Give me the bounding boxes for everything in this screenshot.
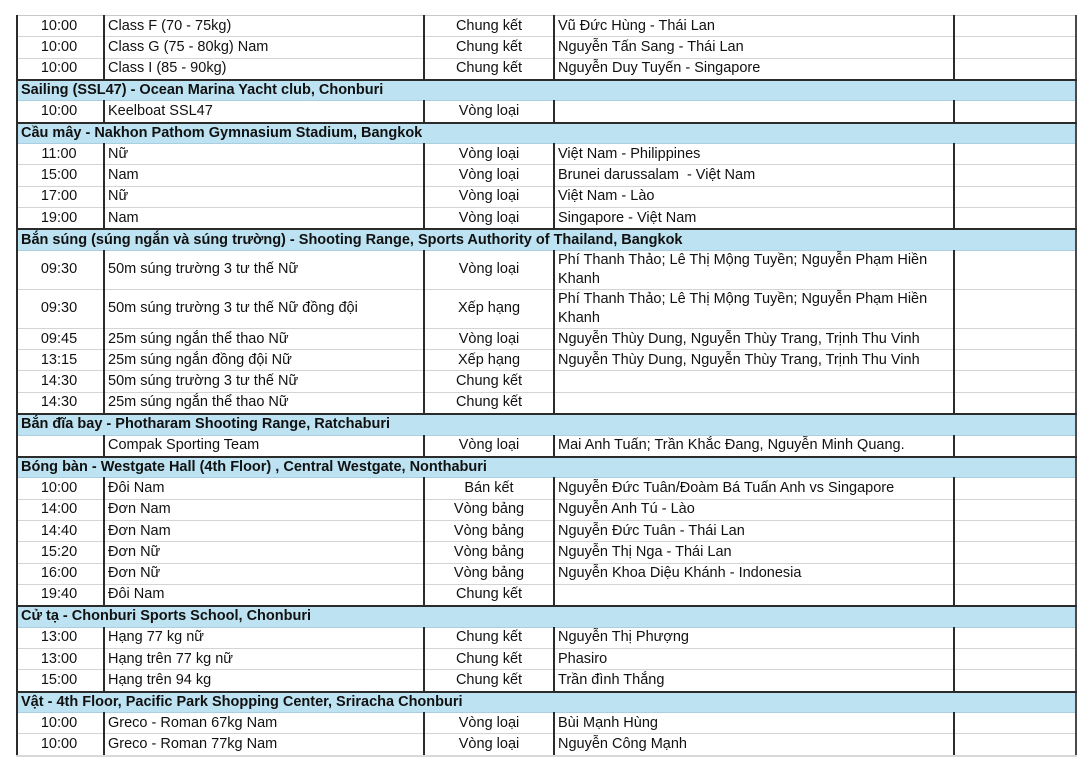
event-cell[interactable]: 50m súng trường 3 tư thế Nữ: [104, 371, 424, 392]
event-cell[interactable]: Đơn Nữ: [104, 563, 424, 584]
time-cell[interactable]: 13:00: [17, 627, 104, 648]
section-header-cu-ta: [17, 606, 1076, 627]
time-cell[interactable]: 10:00: [17, 58, 104, 80]
extra-cell[interactable]: [954, 101, 1076, 123]
round-cell[interactable]: Xếp hạng: [424, 350, 554, 371]
round-cell[interactable]: Chung kết: [424, 648, 554, 669]
time-cell[interactable]: 15:00: [17, 165, 104, 186]
section-title[interactable]: Cử tạ - Chonburi Sports School, Chonburi: [17, 606, 1076, 627]
time-cell[interactable]: 17:00: [17, 186, 104, 207]
event-cell[interactable]: Compak Sporting Team: [104, 435, 424, 457]
athletes-cell[interactable]: Bùi Mạnh Hùng: [554, 713, 954, 734]
athletes-cell[interactable]: Nguyễn Công Mạnh: [554, 734, 954, 756]
table-row: [17, 520, 1076, 541]
athletes-cell[interactable]: Nguyễn Thị Phượng: [554, 627, 954, 648]
table-row: [17, 648, 1076, 669]
table-row: [17, 289, 1076, 328]
extra-cell[interactable]: [954, 478, 1076, 499]
athletes-cell[interactable]: Nguyễn Tấn Sang - Thái Lan: [554, 37, 954, 58]
event-cell[interactable]: Hạng 77 kg nữ: [104, 627, 424, 648]
event-cell[interactable]: 50m súng trường 3 tư thế Nữ: [104, 250, 424, 289]
event-cell[interactable]: Greco - Roman 67kg Nam: [104, 713, 424, 734]
event-cell[interactable]: Đôi Nam: [104, 584, 424, 606]
time-cell[interactable]: 15:00: [17, 670, 104, 692]
athletes-cell[interactable]: Nguyễn Đức Tuân - Thái Lan: [554, 520, 954, 541]
round-cell[interactable]: Vòng loại: [424, 101, 554, 123]
extra-cell[interactable]: [954, 648, 1076, 669]
extra-cell[interactable]: [954, 713, 1076, 734]
extra-cell[interactable]: [954, 58, 1076, 80]
event-cell[interactable]: Hạng trên 77 kg nữ: [104, 648, 424, 669]
time-cell[interactable]: 19:00: [17, 208, 104, 230]
time-cell[interactable]: 10:00: [17, 16, 104, 37]
round-cell[interactable]: Chung kết: [424, 371, 554, 392]
event-cell[interactable]: Class G (75 - 80kg) Nam: [104, 37, 424, 58]
extra-cell[interactable]: [954, 563, 1076, 584]
event-cell[interactable]: Greco - Roman 77kg Nam: [104, 734, 424, 756]
extra-cell[interactable]: [954, 520, 1076, 541]
round-cell[interactable]: Chung kết: [424, 670, 554, 692]
athletes-cell[interactable]: Brunei darussalam - Việt Nam: [554, 165, 954, 186]
athletes-cell[interactable]: Nguyễn Thùy Dung, Nguyễn Thùy Trang, Trịnh Thu Vinh: [554, 350, 954, 371]
athletes-cell[interactable]: [554, 392, 954, 414]
time-cell[interactable]: 10:00: [17, 713, 104, 734]
time-cell[interactable]: 14:30: [17, 392, 104, 414]
round-cell[interactable]: Vòng loại: [424, 186, 554, 207]
time-cell[interactable]: 10:00: [17, 101, 104, 123]
athletes-cell[interactable]: [554, 371, 954, 392]
table-row: [17, 435, 1076, 457]
section-header-ban-dia-bay: [17, 414, 1076, 435]
section-header-vat: [17, 692, 1076, 713]
round-cell[interactable]: Bán kết: [424, 478, 554, 499]
athletes-cell[interactable]: Vũ Đức Hùng - Thái Lan: [554, 16, 954, 37]
athletes-cell[interactable]: Phí Thanh Thảo; Lê Thị Mộng Tuyền; Nguyễn Phạm Hiền Khanh: [554, 250, 954, 289]
extra-cell[interactable]: [954, 371, 1076, 392]
extra-cell[interactable]: [954, 16, 1076, 37]
time-cell[interactable]: 09:30: [17, 250, 104, 289]
section-title[interactable]: Bắn súng (súng ngắn và súng trường) - Shooting Range, Sports Authority of Thailand, Bangkok: [17, 229, 1076, 250]
table-row: [17, 101, 1076, 123]
time-cell[interactable]: 15:20: [17, 542, 104, 563]
round-cell[interactable]: Chung kết: [424, 58, 554, 80]
table-row: [17, 37, 1076, 58]
extra-cell[interactable]: [954, 37, 1076, 58]
athletes-cell[interactable]: [554, 584, 954, 606]
extra-cell[interactable]: [954, 435, 1076, 457]
round-cell[interactable]: Vòng loại: [424, 208, 554, 230]
event-cell[interactable]: Đôi Nam: [104, 478, 424, 499]
extra-cell[interactable]: [954, 208, 1076, 230]
extra-cell[interactable]: [954, 186, 1076, 207]
event-cell[interactable]: Đơn Nam: [104, 520, 424, 541]
round-cell[interactable]: Vòng bảng: [424, 542, 554, 563]
table-row: [17, 165, 1076, 186]
table-row: [17, 371, 1076, 392]
athletes-cell[interactable]: Nguyễn Duy Tuyến - Singapore: [554, 58, 954, 80]
round-cell[interactable]: Vòng loại: [424, 144, 554, 165]
extra-cell[interactable]: [954, 328, 1076, 349]
section-title[interactable]: Bóng bàn - Westgate Hall (4th Floor) , Central Westgate, Nonthaburi: [17, 457, 1076, 478]
section-header-ban-sung: [17, 229, 1076, 250]
table-row: [17, 478, 1076, 499]
time-cell[interactable]: 13:00: [17, 648, 104, 669]
table-row: [17, 350, 1076, 371]
round-cell[interactable]: Chung kết: [424, 627, 554, 648]
time-cell[interactable]: 10:00: [17, 734, 104, 756]
round-cell[interactable]: Chung kết: [424, 37, 554, 58]
section-title[interactable]: Bắn đĩa bay - Photharam Shooting Range, Ratchaburi: [17, 414, 1076, 435]
round-cell[interactable]: Vòng loại: [424, 734, 554, 756]
time-cell[interactable]: 10:00: [17, 478, 104, 499]
extra-cell[interactable]: [954, 289, 1076, 328]
extra-cell[interactable]: [954, 734, 1076, 756]
time-cell[interactable]: 14:30: [17, 371, 104, 392]
round-cell[interactable]: Xếp hạng: [424, 289, 554, 328]
athletes-cell[interactable]: Việt Nam - Lào: [554, 186, 954, 207]
section-header-sailing: [17, 80, 1076, 101]
table-row: [17, 328, 1076, 349]
section-title[interactable]: Cầu mây - Nakhon Pathom Gymnasium Stadium, Bangkok: [17, 123, 1076, 144]
table-row: [17, 208, 1076, 230]
section-header-bong-ban: [17, 457, 1076, 478]
athletes-cell[interactable]: Singapore - Việt Nam: [554, 208, 954, 230]
time-cell[interactable]: 11:00: [17, 144, 104, 165]
table-row: [17, 499, 1076, 520]
round-cell[interactable]: Vòng bảng: [424, 499, 554, 520]
event-cell[interactable]: Nữ: [104, 186, 424, 207]
table-row: [17, 713, 1076, 734]
round-cell[interactable]: Vòng loại: [424, 713, 554, 734]
extra-cell[interactable]: [954, 165, 1076, 186]
section-title[interactable]: Vật - 4th Floor, Pacific Park Shopping Center, Sriracha Chonburi: [17, 692, 1076, 713]
athletes-cell[interactable]: Trần đình Thắng: [554, 670, 954, 692]
event-cell[interactable]: Nữ: [104, 144, 424, 165]
time-cell[interactable]: 09:30: [17, 289, 104, 328]
extra-cell[interactable]: [954, 499, 1076, 520]
table-row: [17, 16, 1076, 37]
event-cell[interactable]: Class F (70 - 75kg): [104, 16, 424, 37]
athletes-cell[interactable]: [554, 101, 954, 123]
event-cell[interactable]: Hạng trên 94 kg: [104, 670, 424, 692]
table-row: [17, 58, 1076, 80]
table-row: [17, 542, 1076, 563]
time-cell[interactable]: [17, 435, 104, 457]
extra-cell[interactable]: [954, 670, 1076, 692]
athletes-cell[interactable]: Việt Nam - Philippines: [554, 144, 954, 165]
event-cell[interactable]: Đơn Nam: [104, 499, 424, 520]
extra-cell[interactable]: [954, 250, 1076, 289]
extra-cell[interactable]: [954, 350, 1076, 371]
athletes-cell[interactable]: Phasiro: [554, 648, 954, 669]
section-header-cau-may: [17, 123, 1076, 144]
extra-cell[interactable]: [954, 392, 1076, 414]
table-row: [17, 186, 1076, 207]
event-cell[interactable]: 25m súng ngắn thể thao Nữ: [104, 328, 424, 349]
athletes-cell[interactable]: Phí Thanh Thảo; Lê Thị Mộng Tuyền; Nguyễn Phạm Hiền Khanh: [554, 289, 954, 328]
athletes-cell[interactable]: Nguyễn Khoa Diệu Khánh - Indonesia: [554, 563, 954, 584]
table-row: [17, 144, 1076, 165]
time-cell[interactable]: 19:40: [17, 584, 104, 606]
extra-cell[interactable]: [954, 584, 1076, 606]
time-cell[interactable]: 14:40: [17, 520, 104, 541]
event-cell[interactable]: Keelboat SSL47: [104, 101, 424, 123]
schedule-table: [16, 15, 1077, 757]
athletes-cell[interactable]: Nguyễn Đức Tuân/Đoàm Bá Tuấn Anh vs Singapore: [554, 478, 954, 499]
table-row: [17, 250, 1076, 289]
event-cell[interactable]: Class I (85 - 90kg): [104, 58, 424, 80]
athletes-cell[interactable]: Mai Anh Tuấn; Trần Khắc Đang, Nguyễn Minh Quang.: [554, 435, 954, 457]
extra-cell[interactable]: [954, 144, 1076, 165]
event-cell[interactable]: 25m súng ngắn thể thao Nữ: [104, 392, 424, 414]
round-cell[interactable]: Vòng bảng: [424, 520, 554, 541]
round-cell[interactable]: Vòng bảng: [424, 563, 554, 584]
table-row: [17, 563, 1076, 584]
round-cell[interactable]: Chung kết: [424, 584, 554, 606]
round-cell[interactable]: Vòng loại: [424, 250, 554, 289]
athletes-cell[interactable]: Nguyễn Thị Nga - Thái Lan: [554, 542, 954, 563]
event-cell[interactable]: 50m súng trường 3 tư thế Nữ đồng đội: [104, 289, 424, 328]
table-row: [17, 392, 1076, 414]
table-row: [17, 584, 1076, 606]
athletes-cell[interactable]: Nguyễn Anh Tú - Lào: [554, 499, 954, 520]
time-cell[interactable]: 13:15: [17, 350, 104, 371]
time-cell[interactable]: 14:00: [17, 499, 104, 520]
round-cell[interactable]: Vòng loại: [424, 165, 554, 186]
table-row: [17, 734, 1076, 756]
extra-cell[interactable]: [954, 627, 1076, 648]
athletes-cell[interactable]: Nguyễn Thùy Dung, Nguyễn Thùy Trang, Trịnh Thu Vinh: [554, 328, 954, 349]
round-cell[interactable]: Chung kết: [424, 16, 554, 37]
event-cell[interactable]: Đơn Nữ: [104, 542, 424, 563]
event-cell[interactable]: 25m súng ngắn đồng đội Nữ: [104, 350, 424, 371]
round-cell[interactable]: Vòng loại: [424, 435, 554, 457]
round-cell[interactable]: Chung kết: [424, 392, 554, 414]
time-cell[interactable]: 10:00: [17, 37, 104, 58]
event-cell[interactable]: Nam: [104, 208, 424, 230]
time-cell[interactable]: 16:00: [17, 563, 104, 584]
table-row: [17, 670, 1076, 692]
round-cell[interactable]: Vòng loại: [424, 328, 554, 349]
table-row: [17, 627, 1076, 648]
time-cell[interactable]: 09:45: [17, 328, 104, 349]
extra-cell[interactable]: [954, 542, 1076, 563]
section-title[interactable]: Sailing (SSL47) - Ocean Marina Yacht club, Chonburi: [17, 80, 1076, 101]
event-cell[interactable]: Nam: [104, 165, 424, 186]
